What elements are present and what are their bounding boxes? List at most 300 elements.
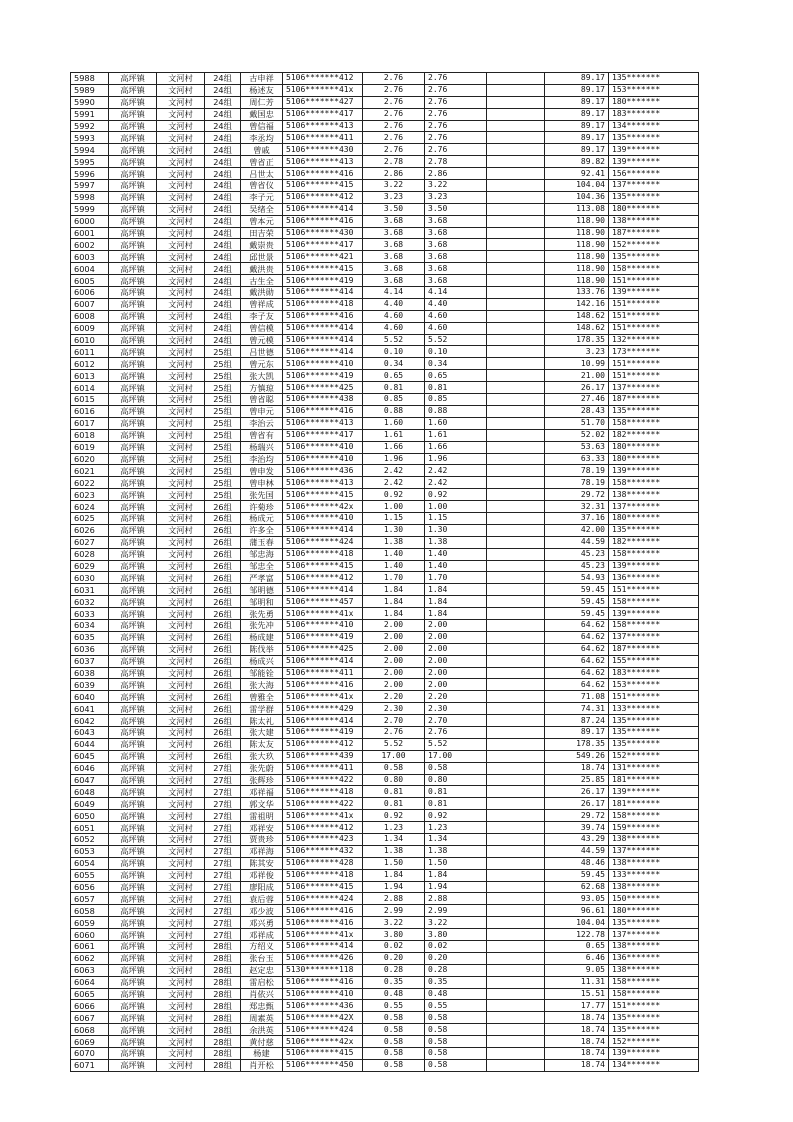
cell-amount: 89.17 bbox=[545, 96, 609, 108]
cell-area-confirmed: 0.80 bbox=[425, 774, 487, 786]
cell-area-confirmed: 1.84 bbox=[425, 608, 487, 620]
cell-area-confirmed: 1.34 bbox=[425, 834, 487, 846]
cell-group: 26组 bbox=[205, 738, 241, 750]
cell-group: 27组 bbox=[205, 822, 241, 834]
cell-name: 雷启松 bbox=[241, 976, 283, 988]
cell-village: 文河村 bbox=[157, 73, 205, 85]
cell-row-number: 6071 bbox=[71, 1059, 109, 1071]
cell-group: 27组 bbox=[205, 810, 241, 822]
cell-area: 0.58 bbox=[363, 1012, 425, 1024]
cell-note bbox=[487, 976, 545, 988]
cell-area-confirmed: 0.28 bbox=[425, 964, 487, 976]
cell-name: 张大凯 bbox=[241, 370, 283, 382]
cell-row-number: 6045 bbox=[71, 750, 109, 762]
cell-name: 张大建 bbox=[241, 726, 283, 738]
cell-row-number: 6036 bbox=[71, 643, 109, 655]
cell-village: 文河村 bbox=[157, 703, 205, 715]
cell-name: 曾省仪 bbox=[241, 180, 283, 192]
cell-area: 2.76 bbox=[363, 84, 425, 96]
cell-row-number: 6017 bbox=[71, 417, 109, 429]
cell-note bbox=[487, 1024, 545, 1036]
cell-town: 高坪镇 bbox=[109, 108, 157, 120]
cell-phone: 181******* bbox=[609, 774, 699, 786]
cell-row-number: 6034 bbox=[71, 619, 109, 631]
cell-name: 黄付慈 bbox=[241, 1036, 283, 1048]
table-row bbox=[71, 798, 699, 810]
cell-group: 27组 bbox=[205, 893, 241, 905]
cell-phone: 183******* bbox=[609, 108, 699, 120]
cell-row-number: 6009 bbox=[71, 322, 109, 334]
cell-phone: 137******* bbox=[609, 501, 699, 513]
cell-phone: 137******* bbox=[609, 845, 699, 857]
cell-phone: 155******* bbox=[609, 655, 699, 667]
cell-amount: 89.82 bbox=[545, 156, 609, 168]
cell-group: 24组 bbox=[205, 132, 241, 144]
cell-town: 高坪镇 bbox=[109, 215, 157, 227]
cell-phone: 151******* bbox=[609, 275, 699, 287]
cell-row-number: 6049 bbox=[71, 798, 109, 810]
cell-village: 文河村 bbox=[157, 548, 205, 560]
cell-name: 李丞均 bbox=[241, 132, 283, 144]
cell-group: 25组 bbox=[205, 465, 241, 477]
cell-row-number: 5994 bbox=[71, 144, 109, 156]
cell-row-number: 6007 bbox=[71, 298, 109, 310]
cell-town: 高坪镇 bbox=[109, 394, 157, 406]
cell-area: 3.23 bbox=[363, 191, 425, 203]
cell-phone: 173******* bbox=[609, 346, 699, 358]
cell-row-number: 6025 bbox=[71, 512, 109, 524]
cell-group: 26组 bbox=[205, 548, 241, 560]
cell-town: 高坪镇 bbox=[109, 738, 157, 750]
cell-name: 郑忠甄 bbox=[241, 1000, 283, 1012]
cell-area-confirmed: 3.22 bbox=[425, 917, 487, 929]
table-row bbox=[71, 762, 699, 774]
cell-village: 文河村 bbox=[157, 501, 205, 513]
cell-note bbox=[487, 370, 545, 382]
cell-town: 高坪镇 bbox=[109, 1012, 157, 1024]
cell-note bbox=[487, 1000, 545, 1012]
cell-village: 文河村 bbox=[157, 774, 205, 786]
cell-village: 文河村 bbox=[157, 310, 205, 322]
cell-area: 2.42 bbox=[363, 477, 425, 489]
cell-group: 24组 bbox=[205, 84, 241, 96]
cell-phone: 131******* bbox=[609, 762, 699, 774]
cell-phone: 159******* bbox=[609, 822, 699, 834]
cell-group: 24组 bbox=[205, 156, 241, 168]
cell-town: 高坪镇 bbox=[109, 477, 157, 489]
cell-row-number: 6012 bbox=[71, 358, 109, 370]
cell-row-number: 6030 bbox=[71, 572, 109, 584]
cell-town: 高坪镇 bbox=[109, 310, 157, 322]
cell-town: 高坪镇 bbox=[109, 120, 157, 132]
cell-amount: 10.99 bbox=[545, 358, 609, 370]
cell-phone: 151******* bbox=[609, 298, 699, 310]
cell-group: 24组 bbox=[205, 251, 241, 263]
cell-area-confirmed: 2.00 bbox=[425, 643, 487, 655]
cell-group: 26组 bbox=[205, 596, 241, 608]
cell-area: 1.60 bbox=[363, 417, 425, 429]
cell-village: 文河村 bbox=[157, 441, 205, 453]
cell-group: 26组 bbox=[205, 501, 241, 513]
cell-id-number: 5106*******415 bbox=[283, 881, 363, 893]
cell-group: 28组 bbox=[205, 1012, 241, 1024]
table-row bbox=[71, 1036, 699, 1048]
cell-id-number: 5106*******430 bbox=[283, 144, 363, 156]
cell-row-number: 6004 bbox=[71, 263, 109, 275]
cell-phone: 136******* bbox=[609, 952, 699, 964]
table-row bbox=[71, 679, 699, 691]
cell-area-confirmed: 2.00 bbox=[425, 619, 487, 631]
cell-group: 25组 bbox=[205, 441, 241, 453]
cell-name: 杨成元 bbox=[241, 512, 283, 524]
cell-note bbox=[487, 619, 545, 631]
cell-id-number: 5106*******410 bbox=[283, 619, 363, 631]
cell-note bbox=[487, 191, 545, 203]
cell-note bbox=[487, 655, 545, 667]
cell-row-number: 6028 bbox=[71, 548, 109, 560]
cell-phone: 138******* bbox=[609, 941, 699, 953]
cell-area: 4.40 bbox=[363, 298, 425, 310]
cell-village: 文河村 bbox=[157, 905, 205, 917]
cell-area-confirmed: 4.60 bbox=[425, 310, 487, 322]
cell-note bbox=[487, 73, 545, 85]
cell-phone: 151******* bbox=[609, 370, 699, 382]
cell-phone: 133******* bbox=[609, 869, 699, 881]
cell-area: 1.70 bbox=[363, 572, 425, 584]
table-row bbox=[71, 1012, 699, 1024]
cell-name: 曾省聪 bbox=[241, 394, 283, 406]
cell-phone: 158******* bbox=[609, 477, 699, 489]
cell-name: 许多全 bbox=[241, 524, 283, 536]
cell-area-confirmed: 0.65 bbox=[425, 370, 487, 382]
cell-group: 24组 bbox=[205, 239, 241, 251]
cell-name: 曾申元 bbox=[241, 405, 283, 417]
cell-group: 27组 bbox=[205, 905, 241, 917]
cell-amount: 89.17 bbox=[545, 726, 609, 738]
cell-phone: 156******* bbox=[609, 168, 699, 180]
cell-phone: 158******* bbox=[609, 596, 699, 608]
cell-id-number: 5106*******419 bbox=[283, 370, 363, 382]
cell-village: 文河村 bbox=[157, 287, 205, 299]
cell-phone: 132******* bbox=[609, 334, 699, 346]
cell-village: 文河村 bbox=[157, 239, 205, 251]
table-row bbox=[71, 703, 699, 715]
cell-name: 杨成兴 bbox=[241, 655, 283, 667]
cell-area: 0.48 bbox=[363, 988, 425, 1000]
cell-note bbox=[487, 334, 545, 346]
cell-group: 25组 bbox=[205, 346, 241, 358]
cell-phone: 152******* bbox=[609, 750, 699, 762]
cell-village: 文河村 bbox=[157, 679, 205, 691]
cell-area-confirmed: 2.30 bbox=[425, 703, 487, 715]
cell-area-confirmed: 5.52 bbox=[425, 334, 487, 346]
cell-row-number: 5989 bbox=[71, 84, 109, 96]
cell-area-confirmed: 0.10 bbox=[425, 346, 487, 358]
cell-name: 李子元 bbox=[241, 191, 283, 203]
cell-amount: 51.70 bbox=[545, 417, 609, 429]
cell-row-number: 6060 bbox=[71, 929, 109, 941]
cell-phone: 135******* bbox=[609, 1012, 699, 1024]
cell-amount: 89.17 bbox=[545, 132, 609, 144]
cell-area: 0.80 bbox=[363, 774, 425, 786]
cell-name: 廖阳成 bbox=[241, 881, 283, 893]
cell-note bbox=[487, 1036, 545, 1048]
cell-amount: 113.08 bbox=[545, 203, 609, 215]
cell-village: 文河村 bbox=[157, 857, 205, 869]
cell-area: 2.76 bbox=[363, 96, 425, 108]
cell-town: 高坪镇 bbox=[109, 750, 157, 762]
cell-town: 高坪镇 bbox=[109, 465, 157, 477]
cell-row-number: 6065 bbox=[71, 988, 109, 1000]
table-row bbox=[71, 512, 699, 524]
cell-town: 高坪镇 bbox=[109, 132, 157, 144]
cell-area-confirmed: 2.99 bbox=[425, 905, 487, 917]
cell-phone: 180******* bbox=[609, 96, 699, 108]
cell-note bbox=[487, 584, 545, 596]
cell-amount: 45.23 bbox=[545, 560, 609, 572]
cell-town: 高坪镇 bbox=[109, 726, 157, 738]
cell-town: 高坪镇 bbox=[109, 893, 157, 905]
cell-group: 24组 bbox=[205, 108, 241, 120]
cell-area: 1.30 bbox=[363, 524, 425, 536]
cell-village: 文河村 bbox=[157, 489, 205, 501]
cell-village: 文河村 bbox=[157, 168, 205, 180]
cell-phone: 134******* bbox=[609, 120, 699, 132]
cell-amount: 78.19 bbox=[545, 477, 609, 489]
cell-phone: 138******* bbox=[609, 489, 699, 501]
cell-area-confirmed: 0.55 bbox=[425, 1000, 487, 1012]
cell-town: 高坪镇 bbox=[109, 608, 157, 620]
cell-village: 文河村 bbox=[157, 1012, 205, 1024]
cell-amount: 118.90 bbox=[545, 227, 609, 239]
cell-row-number: 6057 bbox=[71, 893, 109, 905]
cell-note bbox=[487, 310, 545, 322]
cell-group: 24组 bbox=[205, 334, 241, 346]
cell-amount: 74.31 bbox=[545, 703, 609, 715]
table-row bbox=[71, 845, 699, 857]
cell-area-confirmed: 3.68 bbox=[425, 275, 487, 287]
cell-row-number: 6023 bbox=[71, 489, 109, 501]
cell-village: 文河村 bbox=[157, 298, 205, 310]
cell-area: 17.00 bbox=[363, 750, 425, 762]
cell-phone: 139******* bbox=[609, 156, 699, 168]
cell-town: 高坪镇 bbox=[109, 429, 157, 441]
cell-amount: 18.74 bbox=[545, 1036, 609, 1048]
cell-area-confirmed: 2.76 bbox=[425, 96, 487, 108]
table-row bbox=[71, 251, 699, 263]
cell-id-number: 5106*******412 bbox=[283, 191, 363, 203]
table-row bbox=[71, 572, 699, 584]
cell-area-confirmed: 3.80 bbox=[425, 929, 487, 941]
cell-area: 0.88 bbox=[363, 405, 425, 417]
cell-amount: 178.35 bbox=[545, 334, 609, 346]
table-row bbox=[71, 952, 699, 964]
cell-area-confirmed: 1.84 bbox=[425, 596, 487, 608]
table-row bbox=[71, 132, 699, 144]
cell-town: 高坪镇 bbox=[109, 679, 157, 691]
cell-village: 文河村 bbox=[157, 251, 205, 263]
cell-row-number: 6006 bbox=[71, 287, 109, 299]
cell-area: 1.84 bbox=[363, 596, 425, 608]
cell-village: 文河村 bbox=[157, 334, 205, 346]
cell-id-number: 5106*******412 bbox=[283, 822, 363, 834]
cell-town: 高坪镇 bbox=[109, 572, 157, 584]
cell-group: 25组 bbox=[205, 489, 241, 501]
cell-group: 28组 bbox=[205, 941, 241, 953]
cell-row-number: 6008 bbox=[71, 310, 109, 322]
cell-note bbox=[487, 417, 545, 429]
cell-note bbox=[487, 905, 545, 917]
cell-group: 24组 bbox=[205, 168, 241, 180]
cell-town: 高坪镇 bbox=[109, 536, 157, 548]
cell-area-confirmed: 0.48 bbox=[425, 988, 487, 1000]
cell-area: 0.58 bbox=[363, 1048, 425, 1060]
cell-amount: 78.19 bbox=[545, 465, 609, 477]
cell-village: 文河村 bbox=[157, 370, 205, 382]
cell-village: 文河村 bbox=[157, 893, 205, 905]
cell-area: 0.92 bbox=[363, 489, 425, 501]
cell-note bbox=[487, 156, 545, 168]
cell-phone: 180******* bbox=[609, 905, 699, 917]
cell-phone: 180******* bbox=[609, 203, 699, 215]
cell-row-number: 6037 bbox=[71, 655, 109, 667]
cell-area: 2.76 bbox=[363, 726, 425, 738]
table-row bbox=[71, 810, 699, 822]
cell-village: 文河村 bbox=[157, 917, 205, 929]
cell-group: 26组 bbox=[205, 655, 241, 667]
cell-note bbox=[487, 132, 545, 144]
cell-row-number: 6022 bbox=[71, 477, 109, 489]
cell-note bbox=[487, 726, 545, 738]
cell-name: 陈太友 bbox=[241, 738, 283, 750]
cell-group: 24组 bbox=[205, 120, 241, 132]
cell-row-number: 6033 bbox=[71, 608, 109, 620]
cell-id-number: 5106*******418 bbox=[283, 869, 363, 881]
cell-name: 邹忠全 bbox=[241, 560, 283, 572]
cell-group: 26组 bbox=[205, 560, 241, 572]
cell-name: 张先冲 bbox=[241, 619, 283, 631]
table-row bbox=[71, 524, 699, 536]
cell-amount: 0.65 bbox=[545, 941, 609, 953]
cell-note bbox=[487, 893, 545, 905]
cell-amount: 18.74 bbox=[545, 1024, 609, 1036]
cell-town: 高坪镇 bbox=[109, 703, 157, 715]
table-row bbox=[71, 203, 699, 215]
cell-area: 1.96 bbox=[363, 453, 425, 465]
cell-name: 李治云 bbox=[241, 417, 283, 429]
cell-town: 高坪镇 bbox=[109, 1000, 157, 1012]
table-row bbox=[71, 1048, 699, 1060]
cell-id-number: 5106*******416 bbox=[283, 215, 363, 227]
cell-area: 2.76 bbox=[363, 120, 425, 132]
cell-id-number: 5106*******415 bbox=[283, 560, 363, 572]
cell-area-confirmed: 3.68 bbox=[425, 215, 487, 227]
cell-id-number: 5106*******414 bbox=[283, 334, 363, 346]
table-row bbox=[71, 608, 699, 620]
cell-note bbox=[487, 203, 545, 215]
cell-row-number: 6035 bbox=[71, 631, 109, 643]
cell-id-number: 5106*******430 bbox=[283, 227, 363, 239]
cell-note bbox=[487, 1059, 545, 1071]
table-row bbox=[71, 536, 699, 548]
cell-name: 曾省正 bbox=[241, 156, 283, 168]
cell-town: 高坪镇 bbox=[109, 798, 157, 810]
cell-area: 1.84 bbox=[363, 869, 425, 881]
cell-town: 高坪镇 bbox=[109, 964, 157, 976]
cell-amount: 93.05 bbox=[545, 893, 609, 905]
cell-id-number: 5106*******412 bbox=[283, 73, 363, 85]
cell-group: 26组 bbox=[205, 608, 241, 620]
cell-row-number: 6069 bbox=[71, 1036, 109, 1048]
cell-village: 文河村 bbox=[157, 798, 205, 810]
cell-area-confirmed: 2.78 bbox=[425, 156, 487, 168]
cell-note bbox=[487, 394, 545, 406]
cell-name: 周素英 bbox=[241, 1012, 283, 1024]
cell-row-number: 6068 bbox=[71, 1024, 109, 1036]
cell-note bbox=[487, 346, 545, 358]
data-table bbox=[70, 72, 699, 1072]
table-row bbox=[71, 1000, 699, 1012]
cell-amount: 45.23 bbox=[545, 548, 609, 560]
cell-village: 文河村 bbox=[157, 203, 205, 215]
cell-group: 28组 bbox=[205, 1024, 241, 1036]
cell-area-confirmed: 0.81 bbox=[425, 382, 487, 394]
cell-town: 高坪镇 bbox=[109, 1048, 157, 1060]
cell-amount: 18.74 bbox=[545, 1012, 609, 1024]
cell-amount: 9.05 bbox=[545, 964, 609, 976]
cell-note bbox=[487, 608, 545, 620]
cell-name: 吕世太 bbox=[241, 168, 283, 180]
cell-area-confirmed: 1.40 bbox=[425, 548, 487, 560]
cell-row-number: 5992 bbox=[71, 120, 109, 132]
cell-town: 高坪镇 bbox=[109, 1059, 157, 1071]
cell-amount: 25.85 bbox=[545, 774, 609, 786]
cell-phone: 187******* bbox=[609, 394, 699, 406]
cell-amount: 3.23 bbox=[545, 346, 609, 358]
cell-area-confirmed: 4.60 bbox=[425, 322, 487, 334]
cell-phone: 139******* bbox=[609, 608, 699, 620]
cell-village: 文河村 bbox=[157, 512, 205, 524]
cell-row-number: 6051 bbox=[71, 822, 109, 834]
cell-phone: 158******* bbox=[609, 810, 699, 822]
cell-town: 高坪镇 bbox=[109, 441, 157, 453]
cell-area-confirmed: 2.76 bbox=[425, 73, 487, 85]
cell-area: 2.76 bbox=[363, 73, 425, 85]
cell-row-number: 6003 bbox=[71, 251, 109, 263]
cell-amount: 118.90 bbox=[545, 275, 609, 287]
cell-area: 0.58 bbox=[363, 762, 425, 774]
cell-id-number: 5106*******411 bbox=[283, 762, 363, 774]
cell-area: 3.68 bbox=[363, 227, 425, 239]
cell-row-number: 6013 bbox=[71, 370, 109, 382]
cell-area: 2.00 bbox=[363, 619, 425, 631]
cell-row-number: 6002 bbox=[71, 239, 109, 251]
cell-amount: 26.17 bbox=[545, 382, 609, 394]
cell-area: 5.52 bbox=[363, 334, 425, 346]
cell-phone: 181******* bbox=[609, 798, 699, 810]
cell-village: 文河村 bbox=[157, 382, 205, 394]
cell-note bbox=[487, 1012, 545, 1024]
cell-village: 文河村 bbox=[157, 834, 205, 846]
cell-id-number: 5106*******410 bbox=[283, 441, 363, 453]
cell-phone: 158******* bbox=[609, 619, 699, 631]
cell-id-number: 5106*******411 bbox=[283, 132, 363, 144]
cell-area: 3.80 bbox=[363, 929, 425, 941]
cell-id-number: 5106*******425 bbox=[283, 382, 363, 394]
cell-amount: 64.62 bbox=[545, 655, 609, 667]
cell-town: 高坪镇 bbox=[109, 560, 157, 572]
cell-area-confirmed: 3.50 bbox=[425, 203, 487, 215]
